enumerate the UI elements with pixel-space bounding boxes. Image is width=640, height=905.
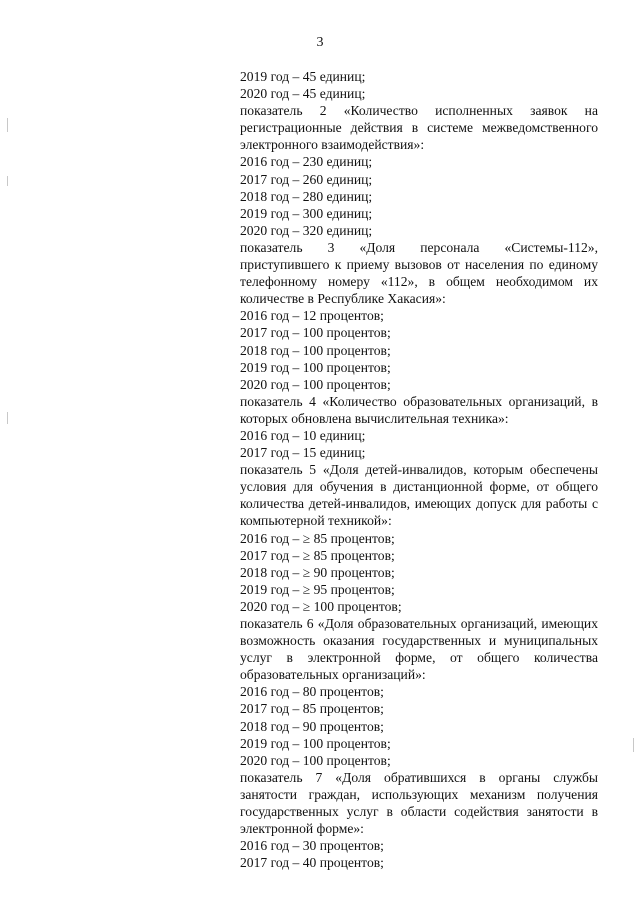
year-line: 2017 год – 15 единиц;: [240, 445, 366, 461]
year-line: 2020 год – 100 процентов;: [240, 752, 391, 768]
year-line: 2020 год – 320 единиц;: [240, 222, 373, 238]
indicator-paragraph: показатель 4 «Количество образовательных организаций, в которых обновлена вычислительная техника»:: [240, 393, 598, 426]
year-line: 2017 год – ≥ 85 процентов;: [240, 547, 395, 563]
year-line: 2019 год – 300 единиц;: [240, 205, 373, 221]
indicator-paragraph: показатель 6 «Доля образовательных организаций, имеющих возможность оказания государственных и муниципальных услуг в электронной форме, от общего количества образовательных организаций»:: [240, 616, 598, 683]
indicator-paragraph: показатель 5 «Доля детей-инвалидов, которым обеспечены условия для обучения в дистанционной форме, от общего количества детей-инвалидов, имеющих допуск для работы с компьютерной техникой»:: [240, 462, 598, 529]
year-line: 2018 год – 280 единиц;: [240, 188, 373, 204]
year-line: 2017 год – 85 процентов;: [240, 701, 384, 717]
year-line: 2020 год – 45 единиц;: [240, 86, 366, 102]
document-body: [240, 68, 598, 871]
indicator-paragraph: показатель 3 «Доля персонала «Системы-112», приступившего к приему вызовов от населения по единому телефонному номеру «112», в общем необходимом их количестве в Республике Хакасия»:: [240, 239, 598, 307]
scan-margin-mark: [633, 738, 634, 752]
scan-margin-mark: [7, 412, 8, 424]
year-line: 2019 год – 100 процентов;: [240, 735, 391, 751]
year-line: 2017 год – 100 процентов;: [240, 325, 391, 341]
year-line: 2017 год – 260 единиц;: [240, 171, 373, 187]
year-line: 2019 год – 100 процентов;: [240, 359, 391, 375]
year-line: 2019 год – ≥ 95 процентов;: [240, 581, 395, 597]
year-line: 2017 год – 40 процентов;: [240, 855, 384, 871]
year-line: 2016 год – 30 процентов;: [240, 838, 384, 854]
year-line: 2016 год – ≥ 85 процентов;: [240, 530, 395, 546]
indicator-paragraph: показатель 7 «Доля обратившихся в органы службы занятости граждан, использующих механизм получения государственных услуг в области содействия занятости в электронной форме»:: [240, 769, 598, 837]
year-line: 2016 год – 230 единиц;: [240, 154, 373, 170]
year-line: 2016 год – 10 единиц;: [240, 427, 366, 443]
year-line: 2018 год – 90 процентов;: [240, 718, 384, 734]
scan-margin-mark: [7, 176, 8, 186]
page-number: 3: [316, 35, 324, 50]
year-line: 2020 год – 100 процентов;: [240, 376, 391, 392]
year-line: 2018 год – 100 процентов;: [240, 342, 391, 358]
year-line: 2018 год – ≥ 90 процентов;: [240, 564, 395, 580]
year-line: 2020 год – ≥ 100 процентов;: [240, 598, 402, 614]
scan-margin-mark: [7, 118, 8, 132]
year-line: 2016 год – 80 процентов;: [240, 684, 384, 700]
year-line: 2016 год – 12 процентов;: [240, 308, 384, 324]
indicator-paragraph: показатель 2 «Количество исполненных заявок на регистрационные действия в системе межведомственного электронного взаимодействия»:: [240, 103, 598, 153]
year-line: 2019 год – 45 единиц;: [240, 69, 366, 84]
